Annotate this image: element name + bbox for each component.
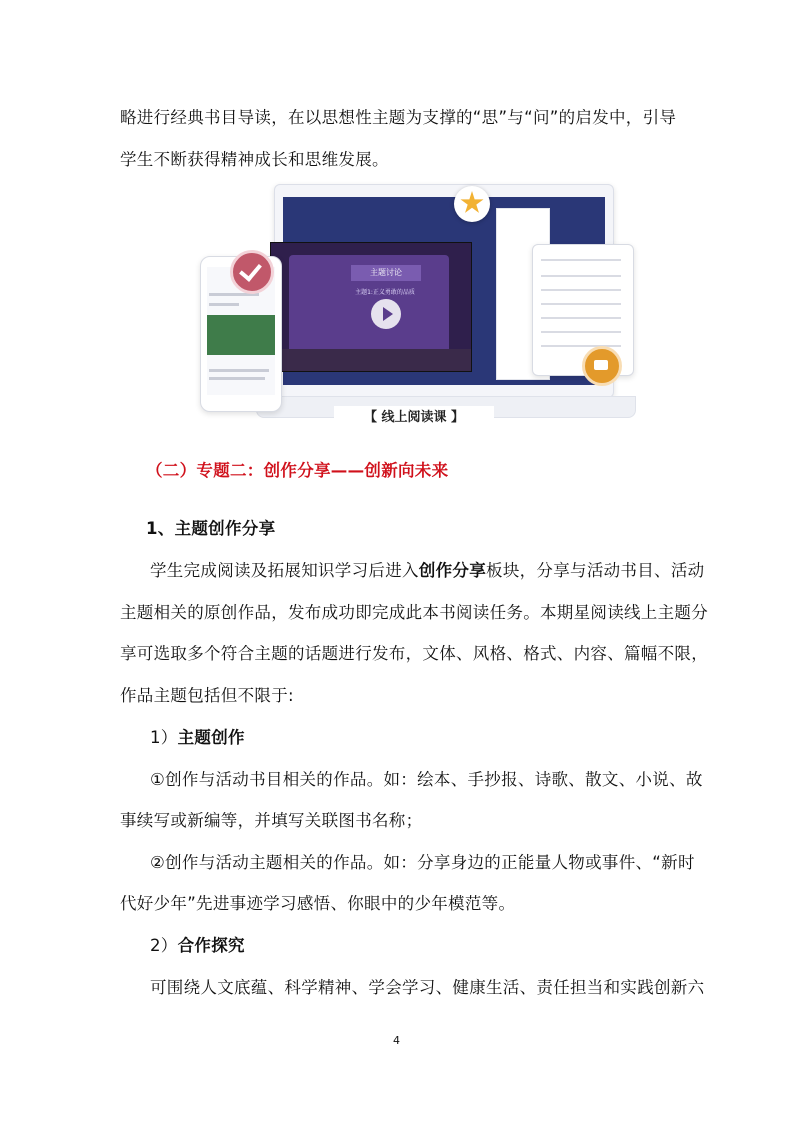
sub-heading: 1、主题创作分享	[146, 519, 276, 538]
online-reading-class-illustration	[196, 180, 636, 436]
paragraph-line: 事续写或新编等，并填写关联图书名称；	[120, 811, 423, 830]
paragraph-text: 学生完成阅读及拓展知识学习后进入	[150, 561, 419, 580]
tablet-row	[541, 331, 621, 333]
list-number: 2）	[150, 936, 178, 955]
paragraph-bold-text: 创作分享	[418, 561, 487, 580]
tablet-row	[541, 275, 621, 277]
paragraph-line: 可围绕人文底蕴、科学精神、学会学习、健康生活、责任担当和实践创新六	[150, 978, 705, 997]
checkmark-icon	[230, 250, 274, 294]
phone-text-line	[209, 377, 265, 380]
page-number: 4	[393, 1034, 400, 1047]
paragraph-line: 享可选取多个符合主题的话题进行发布，文体、风格、格式、内容、篇幅不限，	[120, 644, 708, 663]
phone-text-line	[209, 303, 239, 306]
paragraph-line: 学生不断获得精神成长和思维发展。	[120, 150, 389, 169]
video-title: 主题讨论	[351, 265, 421, 281]
video-scene	[289, 255, 449, 359]
list-item-heading	[150, 727, 245, 749]
illustration-caption: 【 线上阅读课 】	[334, 406, 494, 430]
list-title: 主题创作	[177, 728, 245, 747]
list-title: 合作探究	[177, 936, 245, 955]
paragraph-line: ①创作与活动书目相关的作品。如：绘本、手抄报、诗歌、散文、小说、故	[150, 770, 703, 789]
play-icon	[371, 299, 401, 329]
tablet-row	[541, 289, 621, 291]
phone-text-line	[209, 369, 269, 372]
paragraph-line: 略进行经典书目导读，在以思想性主题为支撑的“思”与“问”的启发中，引导	[120, 108, 677, 127]
video-subtitle: 主题1:正义勇敢的品质	[355, 289, 415, 296]
paragraph-line	[150, 560, 704, 582]
phone-video-thumbnail	[207, 315, 275, 355]
paragraph-text: 板块，分享与活动书目、活动	[486, 561, 705, 580]
paragraph-line: ②创作与活动主题相关的作品。如：分享身边的正能量人物或事件、“新时	[150, 853, 695, 872]
paragraph-line: 作品主题包括但不限于:	[120, 686, 294, 705]
thumbs-up-icon	[582, 346, 622, 386]
tablet-row	[541, 317, 621, 319]
list-number: 1）	[150, 728, 178, 747]
video-player	[270, 242, 472, 372]
section-heading: （二）专题二：创作分享——创新向未来	[146, 461, 449, 480]
star-icon	[454, 186, 490, 222]
list-item-heading	[150, 935, 245, 957]
paragraph-line: 主题相关的原创作品，发布成功即完成此本书阅读任务。本期星阅读线上主题分	[120, 603, 708, 622]
video-floor	[271, 349, 471, 371]
tablet-row	[541, 259, 621, 261]
paragraph-line: 代好少年”先进事迹学习感悟、你眼中的少年模范等。	[120, 894, 516, 913]
tablet-row	[541, 303, 621, 305]
